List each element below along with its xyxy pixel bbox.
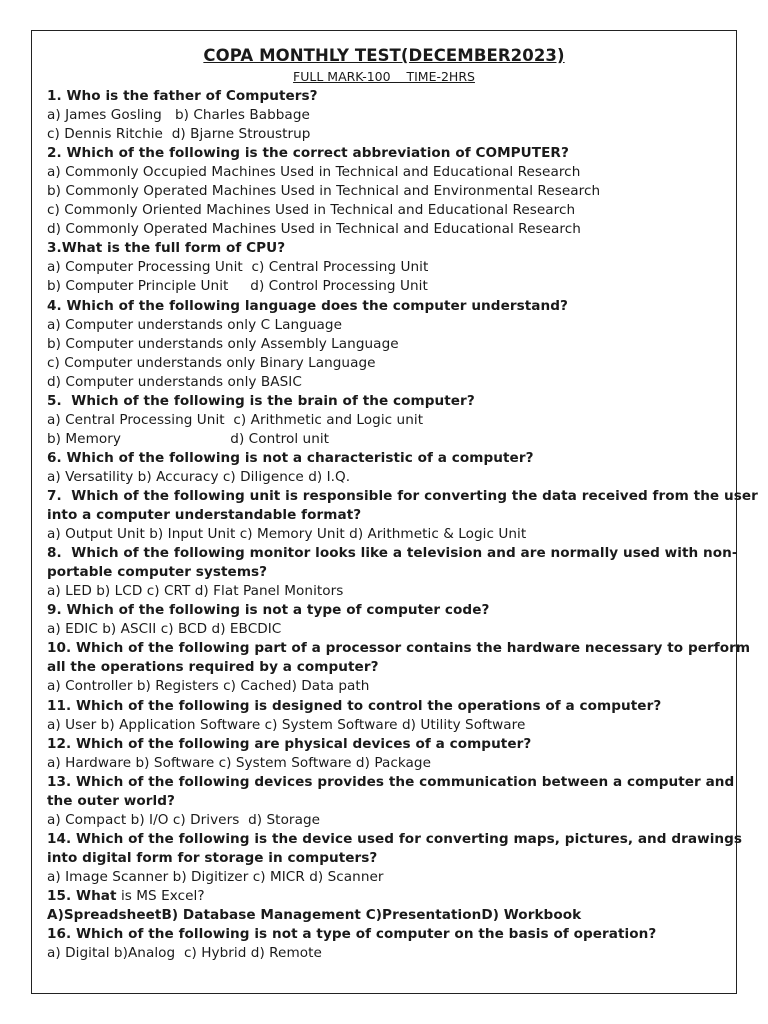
- options-8: a) LED b) LCD c) CRT d) Flat Panel Monitors: [47, 583, 344, 600]
- page-border: [31, 30, 758, 994]
- question-5: 5. Which of the following is the brain of the computer?: [47, 392, 475, 409]
- option-4b: b) Computer understands only Assembly Language: [47, 335, 399, 352]
- question-8-line1: 8. Which of the following monitor looks like a television and are normally used with non-: [47, 545, 738, 562]
- question-15-rest: is MS Excel?: [116, 887, 205, 904]
- question-11: 11. Which of the following is designed to control the operations of a computer?: [47, 697, 662, 714]
- question-6: 6. Which of the following is not a characteristic of a computer?: [47, 449, 534, 466]
- options-5b: b) Memory d) Control unit: [47, 430, 330, 447]
- option-4a: a) Computer understands only C Language: [47, 316, 342, 333]
- options-15: A)SpreadsheetB) Database Management C)PresentationD) Workbook: [47, 907, 582, 924]
- question-3: 3.What is the full form of CPU?: [47, 240, 286, 257]
- option-2a: a) Commonly Occupied Machines Used in Technical and Educational Research: [47, 164, 581, 181]
- options-1b: c) Dennis Ritchie d) Bjarne Stroustrup: [47, 126, 311, 143]
- option-2c: c) Commonly Oriented Machines Used in Technical and Educational Research: [47, 202, 576, 219]
- test-title: COPA MONTHLY TEST(DECEMBER2023): [203, 46, 565, 65]
- question-14-line2: into digital form for storage in computers?: [47, 849, 378, 866]
- question-2: 2. Which of the following is the correct abbreviation of COMPUTER?: [47, 145, 569, 162]
- question-13-line1: 13. Which of the following devices provides the communication between a computer and: [47, 773, 735, 790]
- options-11: a) User b) Application Software c) System Software d) Utility Software: [47, 716, 526, 733]
- question-7-line2: into a computer understandable format?: [47, 507, 362, 524]
- option-4c: c) Computer understands only Binary Language: [47, 354, 376, 371]
- question-13-line2: the outer world?: [47, 792, 175, 809]
- question-15: [47, 887, 724, 906]
- option-2b: b) Commonly Operated Machines Used in Technical and Environmental Research: [47, 183, 601, 200]
- question-list: [47, 87, 758, 963]
- options-12: a) Hardware b) Software c) System Software d) Package: [47, 754, 432, 771]
- question-12: 12. Which of the following are physical devices of a computer?: [47, 735, 532, 752]
- options-16: a) Digital b)Analog c) Hybrid d) Remote: [47, 945, 322, 962]
- question-15-what: . What: [66, 887, 117, 904]
- options-7: a) Output Unit b) Input Unit c) Memory Unit d) Arithmetic & Logic Unit: [47, 526, 527, 543]
- test-header: [32, 45, 736, 86]
- question-16: 16. Which of the following is not a type of computer on the basis of operation?: [47, 926, 657, 943]
- question-10-line2: all the operations required by a computer?: [47, 659, 379, 676]
- question-7-line1: 7. Which of the following unit is responsible for converting the data received from the user: [47, 487, 758, 504]
- options-5a: a) Central Processing Unit c) Arithmetic and Logic unit: [47, 411, 424, 428]
- options-1a: a) James Gosling b) Charles Babbage: [47, 107, 310, 124]
- options-6: a) Versatility b) Accuracy c) Diligence d) I.Q.: [47, 468, 351, 485]
- question-15-number: 15: [47, 887, 67, 904]
- test-subtitle: FULL MARK-100 TIME-2HRS: [293, 69, 475, 84]
- question-14-line1: 14. Which of the following is the device used for converting maps, pictures, and drawings: [47, 830, 743, 847]
- options-3b: b) Computer Principle Unit d) Control Processing Unit: [47, 278, 428, 295]
- option-4d: d) Computer understands only BASIC: [47, 373, 302, 390]
- question-1: 1. Who is the father of Computers?: [47, 88, 318, 104]
- options-10: a) Controller b) Registers c) Cached) Data path: [47, 678, 370, 695]
- options-3a: a) Computer Processing Unit c) Central Processing Unit: [47, 259, 429, 276]
- question-8-line2: portable computer systems?: [47, 564, 268, 581]
- option-2d: d) Commonly Operated Machines Used in Technical and Educational Research: [47, 221, 581, 238]
- options-13: a) Compact b) I/O c) Drivers d) Storage: [47, 811, 321, 828]
- options-9: a) EDIC b) ASCII c) BCD d) EBCDIC: [47, 621, 282, 638]
- question-4: 4. Which of the following language does the computer understand?: [47, 297, 568, 314]
- options-14: a) Image Scanner b) Digitizer c) MICR d) Scanner: [47, 868, 384, 885]
- question-9: 9. Which of the following is not a type of computer code?: [47, 602, 490, 619]
- question-10-line1: 10. Which of the following part of a processor contains the hardware necessary to perform: [47, 640, 751, 657]
